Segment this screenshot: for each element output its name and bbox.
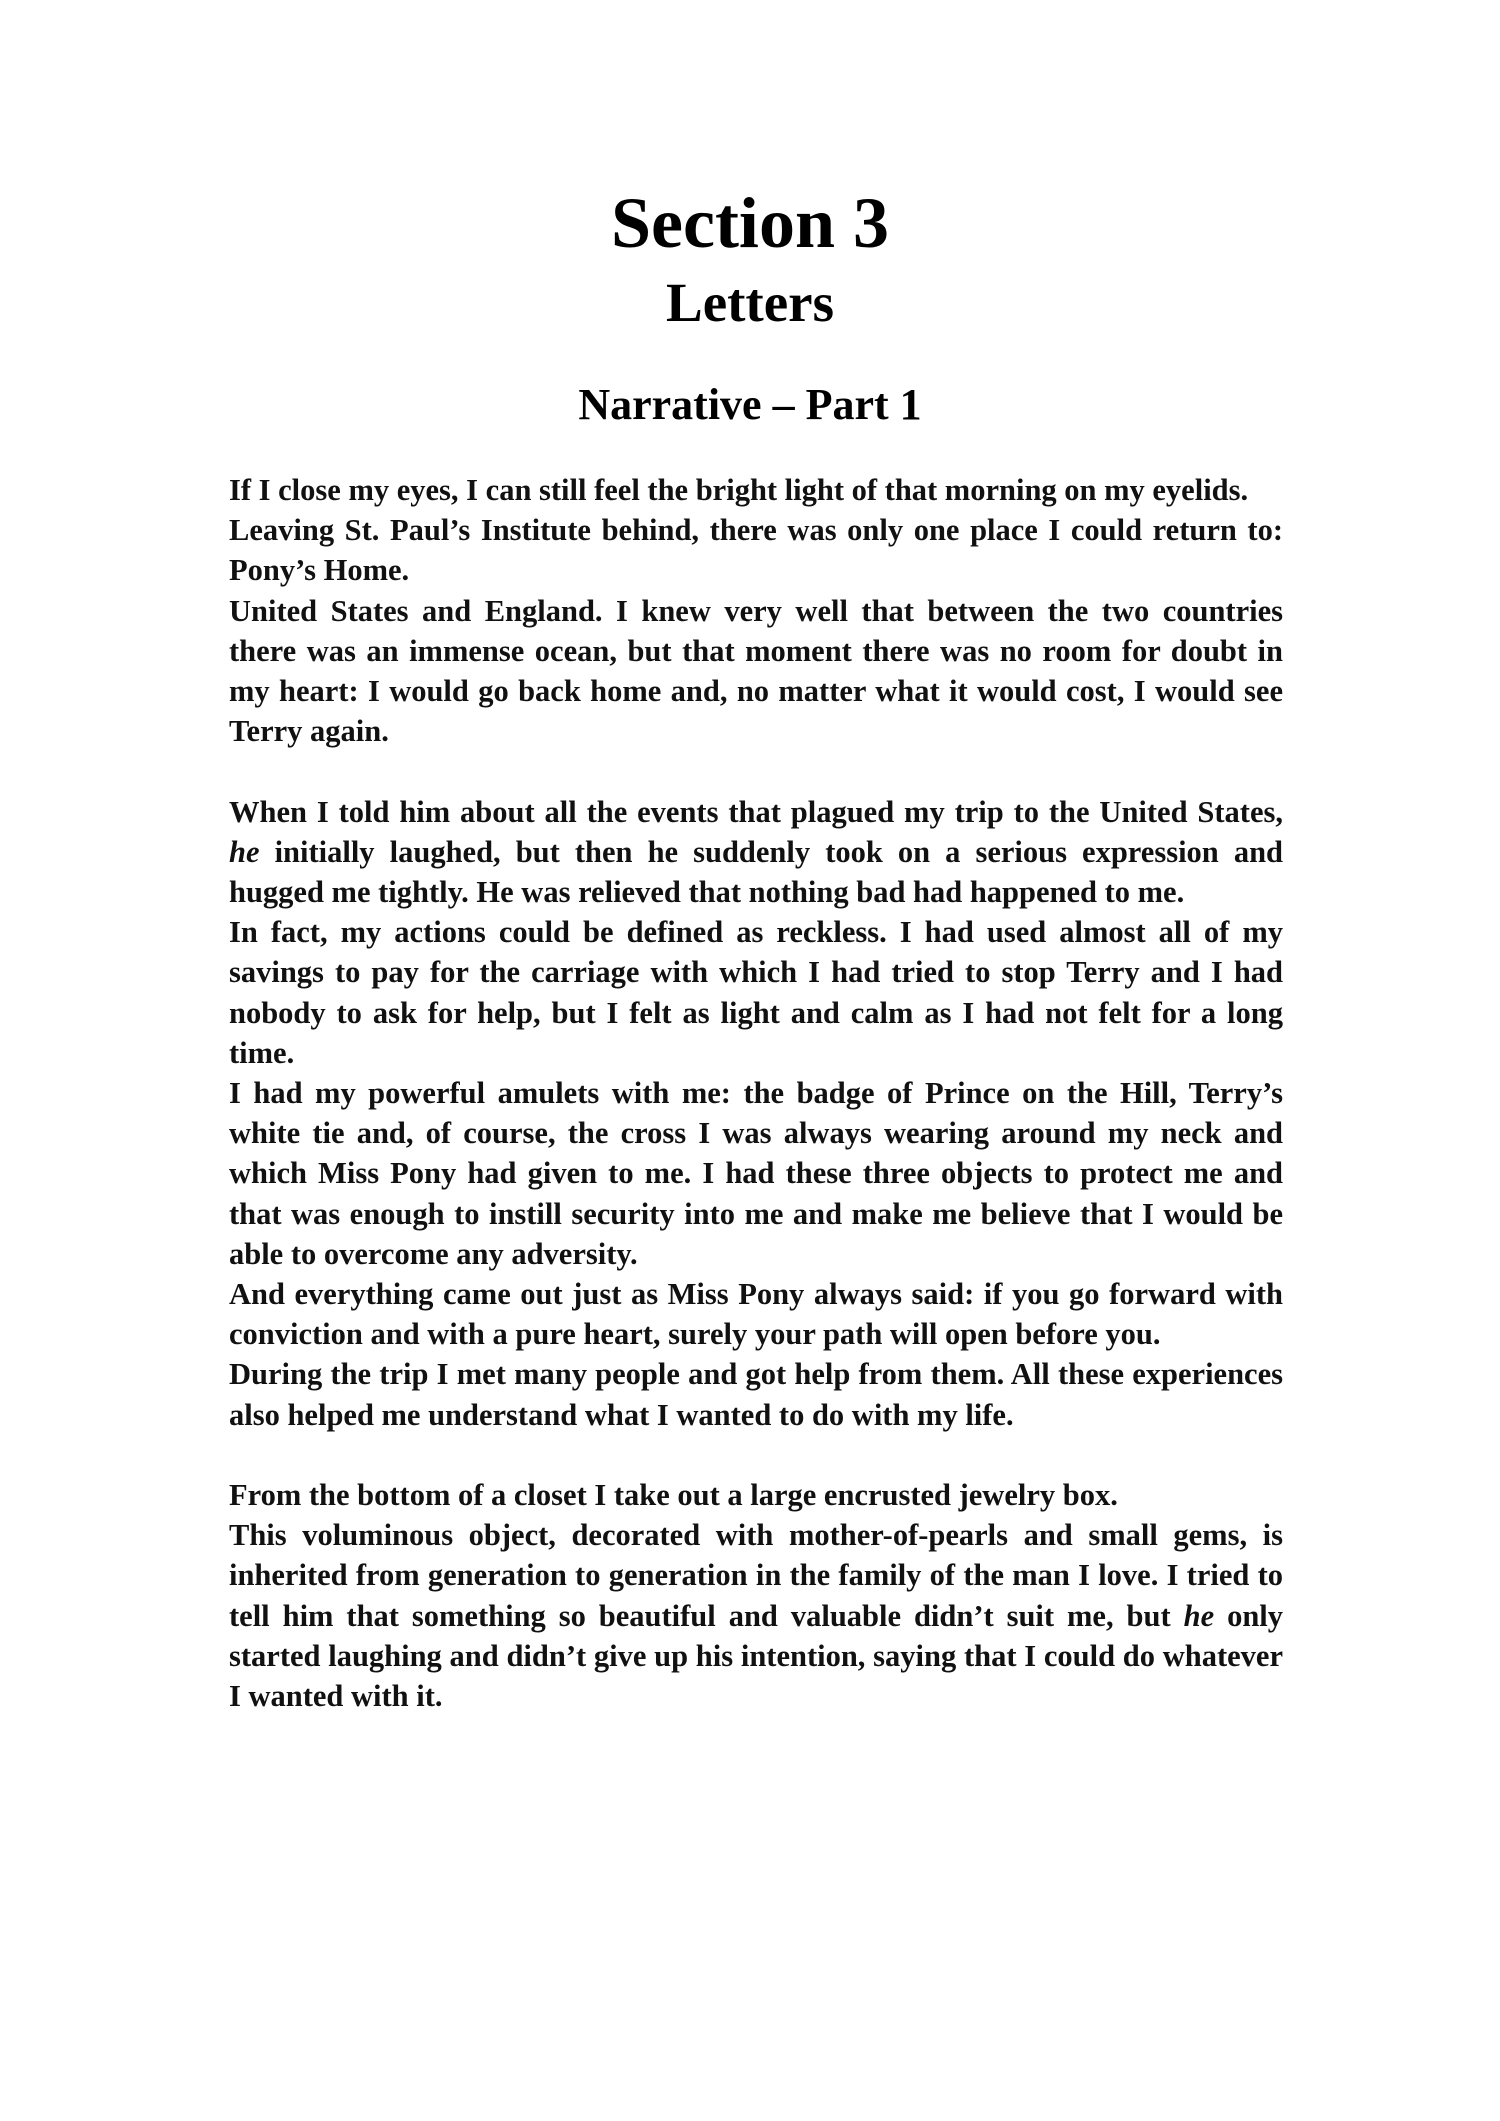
paragraph: During the trip I met many people and got help from them. All these experiences also helped me understand what I wanted to do with my life. <box>229 1357 1283 1432</box>
text-run: only started laughing and didn’t give up his intention, saying that I could do whatever I wanted with it. <box>229 1598 1284 1714</box>
italic-emphasis: he <box>1183 1598 1215 1633</box>
paragraph: In fact, my actions could be defined as reckless. I had used almost all of my savings to pay for the carriage with which I had tried to stop Terry and I had nobody to ask for help, but I felt as light and calm as I had not felt for a long time. <box>229 915 1283 1070</box>
section-title-heading: Letters <box>666 272 834 333</box>
subsection-heading: Narrative – Part 1 <box>578 380 922 429</box>
text-run: This voluminous object, decorated with mother-of-pearls and small gems, is inherited from generation to generation in the family of the man I love. I tried to tell him that something so beautiful and valuable didn’t suit me, but <box>229 1518 1283 1633</box>
paragraph: Leaving St. Paul’s Institute behind, there was only one place I could return to: Pony’s Home. <box>229 513 1283 588</box>
paragraph <box>229 1515 1283 1716</box>
paragraph <box>229 792 1283 913</box>
text-run: initially laughed, but then he suddenly took on a serious expression and hugged me tightly. He was relieved that nothing bad had happened to me. <box>229 834 1283 910</box>
paragraph: From the bottom of a closet I take out a large encrusted jewelry box. <box>229 1478 1118 1513</box>
italic-emphasis: he <box>229 834 260 869</box>
section-number-heading: Section 3 <box>611 183 889 263</box>
paragraph: And everything came out just as Miss Pony always said: if you go forward with conviction and with a pure heart, surely your path will open before you. <box>229 1277 1283 1352</box>
paragraph: If I close my eyes, I can still feel the bright light of that morning on my eyelids. <box>229 473 1249 507</box>
body-text <box>229 470 1283 1716</box>
text-run: When I told him about all the events that plagued my trip to the United States, <box>229 794 1283 829</box>
paragraph: United States and England. I knew very well that between the two countries there was an immense ocean, but that moment there was no room for doubt in my heart: I would go back home and, no matter what it would cost, I would see Terry again. <box>229 593 1283 749</box>
paragraph: I had my powerful amulets with me: the badge of Prince on the Hill, Terry’s white tie and, of course, the cross I was always wearing around my neck and which Miss Pony had given to me. I had these three objects to protect me and that was enough to instill security into me and make me believe that I would be able to overcome any adversity. <box>229 1076 1283 1271</box>
